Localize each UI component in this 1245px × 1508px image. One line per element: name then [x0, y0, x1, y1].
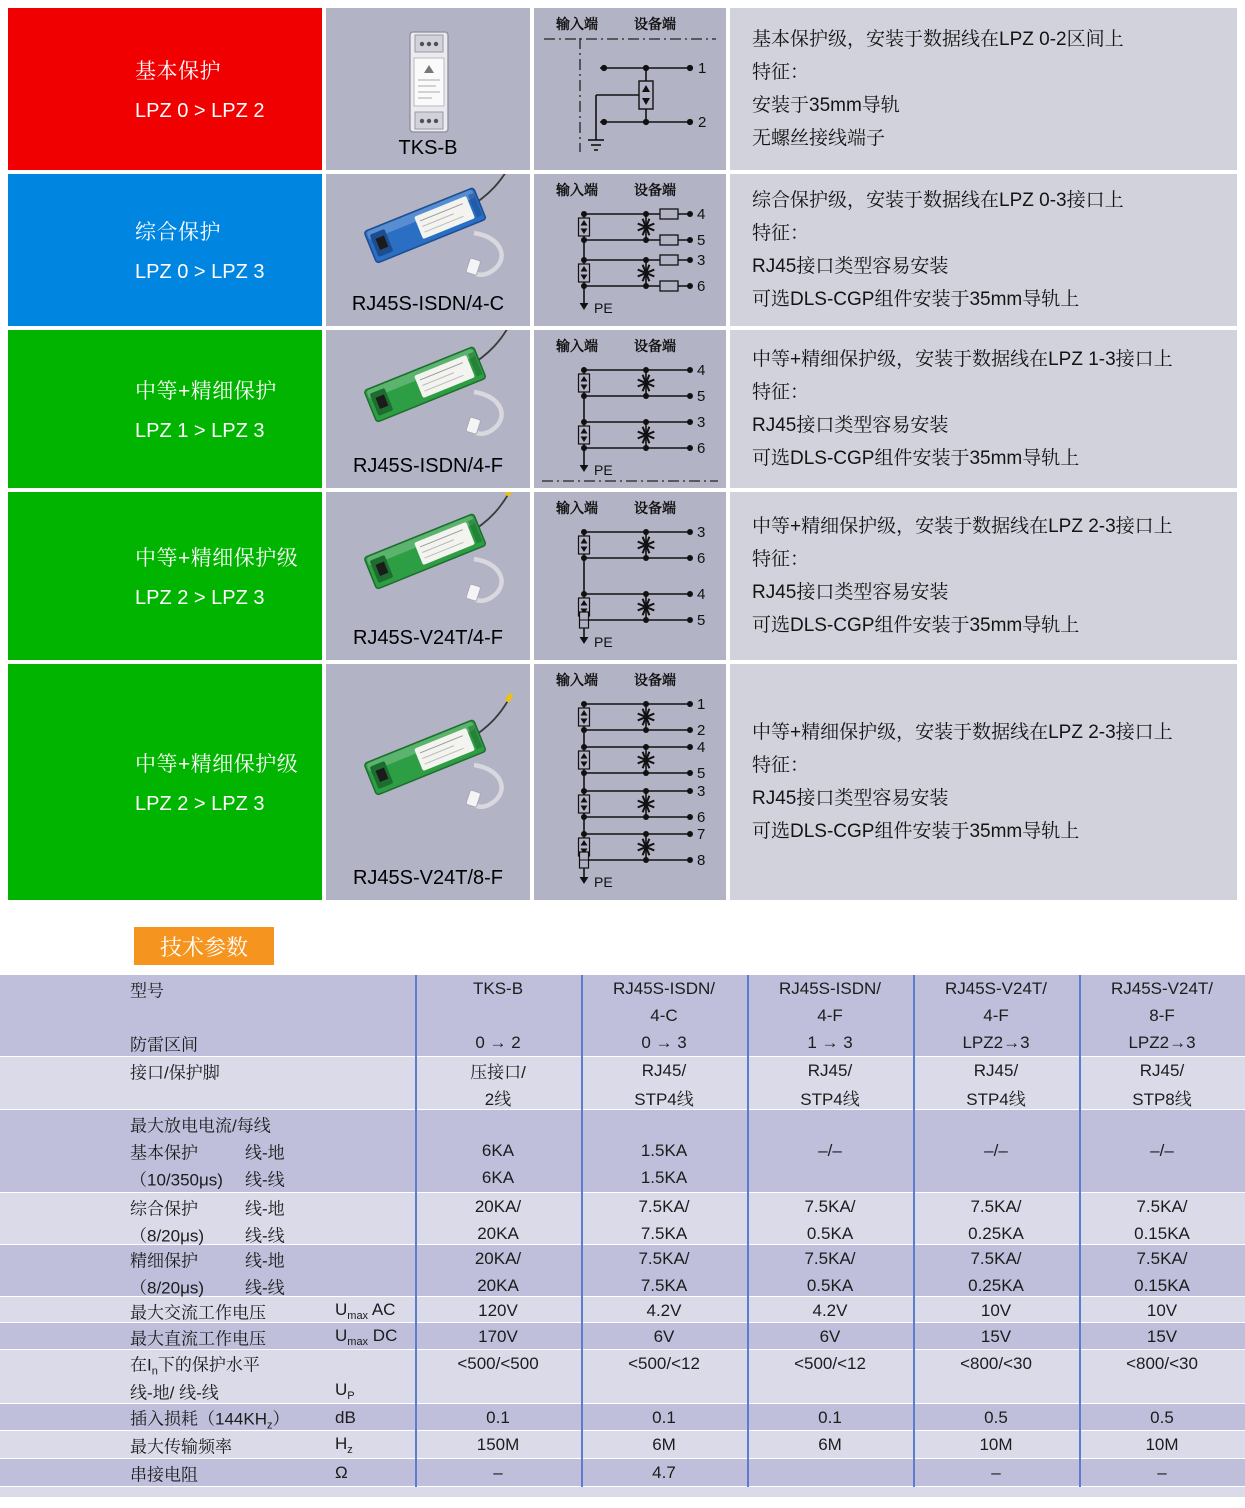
tech-row: [0, 1110, 1245, 1137]
product-row: [8, 664, 1237, 900]
protection-level-zone: LPZ 2 > LPZ 3: [135, 793, 265, 815]
svg-text:5: 5: [697, 612, 706, 629]
svg-text:设备端: 设备端: [634, 500, 676, 516]
tech-value-cell: STP4线: [634, 1090, 694, 1109]
svg-text:输入端: 输入端: [556, 16, 598, 32]
tech-value-cell: RJ45S-V24T/: [944, 978, 1048, 998]
tech-row: [0, 1137, 1245, 1164]
circuit-diagram-icon: [534, 330, 726, 493]
product-image-cell: [326, 492, 530, 660]
tech-row-label: [0, 1377, 415, 1404]
tech-label-main: 插入损耗$(144KH_z)$: [130, 1408, 290, 1432]
protection-level-cell: [8, 330, 322, 488]
tech-value-cell: 170V: [478, 1326, 518, 1346]
tech-value-cell: 7.5KA/: [804, 1196, 856, 1216]
svg-text:3: 3: [697, 783, 706, 800]
svg-text:5: 5: [697, 765, 706, 782]
svg-text:4: 4: [697, 586, 706, 603]
protection-level-zone: LPZ 0 > LPZ 2: [135, 100, 265, 122]
tech-value-cell: 压接口/: [470, 1063, 526, 1082]
protection-level-zone: LPZ 1 > LPZ 3: [135, 420, 265, 442]
tech-value-cell: –: [991, 1462, 1001, 1482]
tech-value-cell: 0.1: [486, 1407, 510, 1427]
svg-text:设备端: 设备端: [634, 16, 676, 32]
tech-value-cell: –/–: [818, 1140, 842, 1160]
tech-value-cell: 2线: [484, 1090, 512, 1109]
tech-value-cell: 10M: [979, 1434, 1013, 1454]
tech-value-cell: 6V: [819, 1326, 841, 1346]
description-cell: [730, 8, 1237, 170]
description-line: 基本保护级，安装于数据线在LPZ 0-2区间上: [752, 29, 1124, 50]
tech-value-cell: 1 → 3: [807, 1032, 853, 1052]
protection-level-cell: [8, 664, 322, 900]
tech-band: [0, 1459, 1245, 1487]
description-line: 中等+精细保护级，安装于数据线在LPZ 1-3接口上: [752, 349, 1173, 370]
svg-text:3: 3: [697, 524, 706, 541]
tech-label-main: 最大传输频率: [130, 1437, 232, 1456]
tech-label-sub: 线-线: [245, 1226, 285, 1245]
product-row: [8, 492, 1237, 660]
product-model-label: RJ45S-ISDN/4-F: [352, 455, 504, 477]
tech-value-cell: 6V: [653, 1326, 675, 1346]
protection-level-zone: LPZ 2 > LPZ 3: [135, 587, 265, 609]
tech-row: [0, 1404, 1245, 1431]
tech-row-label: [0, 1297, 415, 1324]
description-line: 可选DLS-CGP组件安装于35mm导轨上: [752, 448, 1080, 469]
tech-label-main: 最大交流工作电压: [130, 1303, 266, 1322]
protection-level-title: 中等+精细保护级: [135, 547, 299, 570]
description-cell: [730, 174, 1237, 326]
tech-label-sub: 线-地: [245, 1143, 285, 1162]
protection-level-cell: [8, 492, 322, 660]
tech-value-cell: 15V: [980, 1326, 1012, 1346]
svg-text:输入端: 输入端: [556, 338, 598, 354]
tech-value-cell: 20KA: [477, 1223, 519, 1243]
tech-value-cell: 6M: [818, 1434, 842, 1454]
tech-value-cell: 7.5KA/: [970, 1248, 1022, 1268]
tech-band: [0, 1245, 1245, 1297]
product-image-cell: [326, 330, 530, 488]
protection-level-title: 综合保护: [135, 221, 221, 244]
tech-band: [0, 1323, 1245, 1350]
tech-value-cell: TKS-B: [472, 978, 524, 998]
tech-label-main: 最大放电电流/每线: [130, 1116, 271, 1135]
tech-value-cell: <500/<12: [628, 1353, 700, 1373]
svg-text:PE: PE: [594, 634, 613, 650]
tech-row-label: [0, 1350, 415, 1377]
tech-value-cell: 4.2V: [646, 1300, 682, 1320]
tech-row-label: [0, 1323, 415, 1350]
tech-value-cell: 120V: [478, 1300, 518, 1320]
product-model-label: RJ45S-V24T/4-F: [352, 627, 504, 649]
tech-params-badge: [134, 927, 274, 965]
tech-label-main: 型号: [130, 981, 164, 1000]
tech-value-cell: 10M: [1145, 1434, 1179, 1454]
tech-label-symbol: $H_z$: [335, 1433, 353, 1456]
tech-label-main: 基本保护: [130, 1143, 198, 1162]
description-line: RJ45接口类型容易安装: [752, 415, 949, 436]
description-line: 特征：: [752, 755, 810, 776]
tech-label-symbol: $U_{max}$ AC: [335, 1299, 396, 1322]
product-row: [8, 330, 1237, 488]
circuit-diagram-cell: [534, 174, 726, 326]
tech-row: [0, 1029, 1245, 1056]
tech-row-label: [0, 1220, 415, 1247]
product-row: [8, 8, 1237, 170]
tech-value-cell: 6KA: [481, 1167, 515, 1187]
tech-value-cell: 10V: [980, 1300, 1012, 1320]
protection-level-title: 基本保护: [135, 60, 221, 83]
tech-value-cell: 1.5KA: [640, 1167, 688, 1187]
tech-value-cell: <500/<12: [794, 1353, 866, 1373]
tech-value-cell: RJ45/: [1139, 1060, 1185, 1080]
description-line: 特征：: [752, 382, 810, 403]
description-cell: [730, 492, 1237, 660]
tech-value-cell: 4-C: [650, 1005, 678, 1025]
tech-value-cell: 0 → 3: [641, 1032, 687, 1052]
tech-value-cell: 0.5KA: [806, 1223, 854, 1243]
tech-value-cell: 0.5: [984, 1407, 1008, 1427]
tech-band: [0, 1057, 1245, 1110]
svg-text:4: 4: [697, 739, 706, 756]
description-line: 中等+精细保护级，安装于数据线在LPZ 2-3接口上: [752, 516, 1173, 537]
description-cell: [730, 330, 1237, 488]
tech-value-cell: STP8线: [1132, 1090, 1192, 1109]
column-separator: [581, 975, 583, 1487]
tech-label-symbol: dB: [335, 1407, 356, 1427]
column-separator: [415, 975, 417, 1487]
tech-band: [0, 1193, 1245, 1245]
product-image-cell: [326, 8, 530, 170]
svg-text:4: 4: [697, 362, 706, 379]
tech-row: [0, 1323, 1245, 1350]
tech-value-cell: RJ45/: [973, 1060, 1019, 1080]
tech-value-cell: 0 → 2: [475, 1032, 521, 1052]
tech-row-label: [0, 1272, 415, 1299]
svg-text:PE: PE: [594, 300, 613, 316]
circuit-diagram-icon: [534, 492, 726, 665]
tech-label-sub: 线-线: [245, 1170, 285, 1189]
svg-text:3: 3: [697, 414, 706, 431]
svg-text:5: 5: [697, 232, 706, 249]
tech-value-cell: 7.5KA/: [804, 1248, 856, 1268]
tech-value-cell: 0.15KA: [1134, 1223, 1190, 1243]
tech-row: [0, 1377, 1245, 1404]
product-overview-table: [8, 8, 1237, 900]
tech-table-footer-strip: [0, 1487, 1245, 1497]
tech-value-cell: 20KA/: [474, 1248, 522, 1268]
tech-row-label: [0, 1057, 415, 1084]
tech-value-cell: RJ45S-ISDN/: [612, 978, 716, 998]
tech-value-cell: 8-F: [1149, 1005, 1175, 1025]
svg-text:输入端: 输入端: [556, 500, 598, 516]
product-model-label: RJ45S-ISDN/4-C: [351, 293, 505, 315]
description-line: 特征：: [752, 223, 810, 244]
tech-value-cell: –/–: [984, 1140, 1008, 1160]
tech-band: [0, 1431, 1245, 1459]
circuit-diagram-cell: [534, 492, 726, 660]
tech-label-sub: 线-线: [245, 1278, 285, 1297]
tech-row: [0, 1164, 1245, 1191]
tech-row: [0, 1297, 1245, 1324]
tech-label-main: （8/20μs): [130, 1278, 205, 1297]
tech-value-cell: 7.5KA: [640, 1275, 688, 1295]
tech-value-cell: 15V: [1146, 1326, 1178, 1346]
tech-band: [0, 1404, 1245, 1431]
tech-row: [0, 1272, 1245, 1299]
tech-value-cell: 0.1: [818, 1407, 842, 1427]
tech-value-cell: STP4线: [800, 1090, 860, 1109]
tech-value-cell: 1.5KA: [640, 1140, 688, 1160]
circuit-diagram-cell: [534, 330, 726, 488]
product-model-label: TKS-B: [398, 137, 458, 159]
tech-value-cell: 7.5KA/: [1136, 1248, 1188, 1268]
description-line: 可选DLS-CGP组件安装于35mm导轨上: [752, 615, 1080, 636]
svg-text:4: 4: [697, 206, 706, 223]
tech-label-main: 最大直流工作电压: [130, 1329, 266, 1348]
tech-row-label: [0, 1245, 415, 1272]
tech-row: [0, 1350, 1245, 1377]
svg-text:PE: PE: [594, 462, 613, 478]
tech-row-label: [0, 1137, 415, 1164]
tech-value-cell: LPZ2→3: [1128, 1032, 1196, 1052]
svg-text:6: 6: [697, 278, 706, 295]
tech-label-main: 线-地/ 线-线: [130, 1383, 219, 1402]
svg-text:设备端: 设备端: [634, 182, 676, 198]
product-row: [8, 174, 1237, 326]
description-cell: [730, 664, 1237, 900]
protection-level-title: 中等+精细保护: [135, 380, 277, 403]
svg-text:输入端: 输入端: [556, 182, 598, 198]
tech-row: [0, 1459, 1245, 1486]
tech-value-cell: 4.7: [652, 1462, 676, 1482]
tech-row-label: [0, 1164, 415, 1191]
svg-text:6: 6: [697, 809, 706, 826]
tech-row-label: [0, 1431, 415, 1458]
tech-value-cell: 7.5KA/: [970, 1196, 1022, 1216]
svg-text:1: 1: [698, 60, 707, 77]
product-model-label: RJ45S-V24T/8-F: [352, 867, 504, 889]
tech-row: [0, 1431, 1245, 1458]
tech-row-label: [0, 1193, 415, 1220]
tech-value-cell: <500/<500: [457, 1353, 539, 1373]
tech-label-main: 综合保护: [130, 1199, 198, 1218]
tech-row-label: [0, 1029, 415, 1056]
circuit-diagram-icon: [534, 664, 726, 905]
tech-label-main: （10/350μs): [130, 1170, 223, 1189]
tech-band: [0, 1350, 1245, 1404]
tech-row-label: [0, 1110, 415, 1137]
tech-value-cell: STP4线: [966, 1090, 1026, 1109]
tech-value-cell: 7.5KA/: [638, 1248, 690, 1268]
tech-row: [0, 975, 1245, 1002]
tech-params-badge-label: 技术参数: [159, 934, 248, 960]
tech-row: [0, 1057, 1245, 1084]
tech-value-cell: 4-F: [817, 1005, 843, 1025]
tech-value-cell: 10V: [1146, 1300, 1178, 1320]
tech-value-cell: 0.5: [1150, 1407, 1174, 1427]
tech-label-main: 串接电阻: [130, 1465, 198, 1484]
tech-row-label: [0, 1002, 415, 1029]
svg-text:8: 8: [697, 852, 706, 869]
tech-row-label: [0, 975, 415, 1002]
tech-value-cell: RJ45S-ISDN/: [778, 978, 882, 998]
svg-text:6: 6: [697, 440, 706, 457]
tech-row-label: [0, 1459, 415, 1486]
description-line: 安装于35mm导轨: [752, 95, 900, 116]
tech-value-cell: 0.25KA: [968, 1223, 1024, 1243]
tech-label-main: 精细保护: [130, 1251, 198, 1270]
tech-value-cell: 0.15KA: [1134, 1275, 1190, 1295]
svg-text:PE: PE: [594, 874, 613, 890]
tech-label-symbol: Ω: [335, 1462, 348, 1482]
tech-value-cell: –: [1157, 1462, 1167, 1482]
svg-text:3: 3: [697, 252, 706, 269]
column-separator: [913, 975, 915, 1487]
tech-params-table: [0, 975, 1245, 1497]
svg-text:5: 5: [697, 388, 706, 405]
tech-value-cell: 7.5KA/: [638, 1196, 690, 1216]
tech-label-sub: 线-地: [245, 1199, 285, 1218]
tech-value-cell: –: [493, 1462, 503, 1482]
tech-label-symbol: $U_{max}$ DC: [335, 1325, 398, 1348]
svg-text:7: 7: [697, 826, 706, 843]
tech-value-cell: 0.25KA: [968, 1275, 1024, 1295]
tech-band: [0, 975, 1245, 1057]
tech-row-label: [0, 1084, 415, 1111]
tech-label-main: 接口/保护脚: [130, 1063, 220, 1082]
tech-label-main: 在$I_n$下的保护水平: [130, 1354, 260, 1378]
description-line: 可选DLS-CGP组件安装于35mm导轨上: [752, 289, 1080, 310]
tech-value-cell: –/–: [1150, 1140, 1174, 1160]
description-line: 中等+精细保护级，安装于数据线在LPZ 2-3接口上: [752, 722, 1173, 743]
circuit-diagram-cell: [534, 8, 726, 170]
tech-value-cell: 150M: [476, 1434, 520, 1454]
description-line: 可选DLS-CGP组件安装于35mm导轨上: [752, 821, 1080, 842]
description-line: 无螺丝接线端子: [752, 128, 886, 149]
tech-value-cell: 20KA: [477, 1275, 519, 1295]
tech-band: [0, 1110, 1245, 1193]
tech-value-cell: RJ45/: [641, 1060, 687, 1080]
product-image-cell: [326, 174, 530, 326]
tech-value-cell: <800/<30: [960, 1353, 1032, 1373]
tech-label-sub: 线-地: [245, 1251, 285, 1270]
description-line: RJ45接口类型容易安装: [752, 256, 949, 277]
tech-row: [0, 1002, 1245, 1029]
description-line: RJ45接口类型容易安装: [752, 582, 949, 603]
column-separator: [747, 975, 749, 1487]
circuit-diagram-icon: [534, 174, 726, 331]
tech-band: [0, 1297, 1245, 1323]
circuit-diagram-cell: [534, 664, 726, 900]
column-separator: [1079, 975, 1081, 1487]
circuit-diagram-icon: [534, 8, 726, 175]
tech-value-cell: 0.1: [652, 1407, 676, 1427]
tech-value-cell: 6M: [652, 1434, 676, 1454]
svg-text:输入端: 输入端: [556, 672, 598, 688]
tech-value-cell: 6KA: [481, 1140, 515, 1160]
tech-value-cell: RJ45/: [807, 1060, 853, 1080]
product-photo-icon: [326, 330, 530, 465]
svg-text:2: 2: [697, 722, 706, 739]
tech-value-cell: <800/<30: [1126, 1353, 1198, 1373]
product-photo-icon: [326, 174, 530, 303]
protection-level-cell: [8, 8, 322, 170]
description-line: RJ45接口类型容易安装: [752, 788, 949, 809]
product-photo-icon: [326, 664, 530, 877]
tech-row: [0, 1193, 1245, 1220]
tech-value-cell: RJ45S-V24T/: [1110, 978, 1214, 998]
protection-level-cell: [8, 174, 322, 326]
svg-text:1: 1: [697, 696, 706, 713]
tech-row: [0, 1084, 1245, 1111]
svg-text:设备端: 设备端: [634, 672, 676, 688]
tech-label-main: 防雷区间: [130, 1035, 198, 1054]
description-line: 特征：: [752, 549, 810, 570]
svg-text:2: 2: [698, 114, 707, 131]
product-photo-icon: [326, 492, 530, 637]
tech-value-cell: 0.5KA: [806, 1275, 854, 1295]
page: [0, 8, 1245, 1497]
tech-row-label: [0, 1404, 415, 1431]
tech-value-cell: 4-F: [983, 1005, 1009, 1025]
svg-text:6: 6: [697, 550, 706, 567]
protection-level-zone: LPZ 0 > LPZ 3: [135, 261, 265, 283]
description-line: 特征：: [752, 62, 810, 83]
tech-row: [0, 1245, 1245, 1272]
product-photo-icon: [326, 8, 530, 147]
tech-label-symbol: $U_P$: [335, 1379, 355, 1402]
svg-text:设备端: 设备端: [634, 338, 676, 354]
tech-value-cell: 20KA/: [474, 1196, 522, 1216]
tech-row: [0, 1220, 1245, 1247]
description-line: 综合保护级，安装于数据线在LPZ 0-3接口上: [752, 190, 1124, 211]
tech-value-cell: LPZ2→3: [962, 1032, 1030, 1052]
tech-value-cell: 4.2V: [812, 1300, 848, 1320]
tech-value-cell: 7.5KA/: [1136, 1196, 1188, 1216]
product-image-cell: [326, 664, 530, 900]
protection-level-title: 中等+精细保护级: [135, 753, 299, 776]
tech-label-main: （8/20μs): [130, 1226, 205, 1245]
tech-value-cell: 7.5KA: [640, 1223, 688, 1243]
